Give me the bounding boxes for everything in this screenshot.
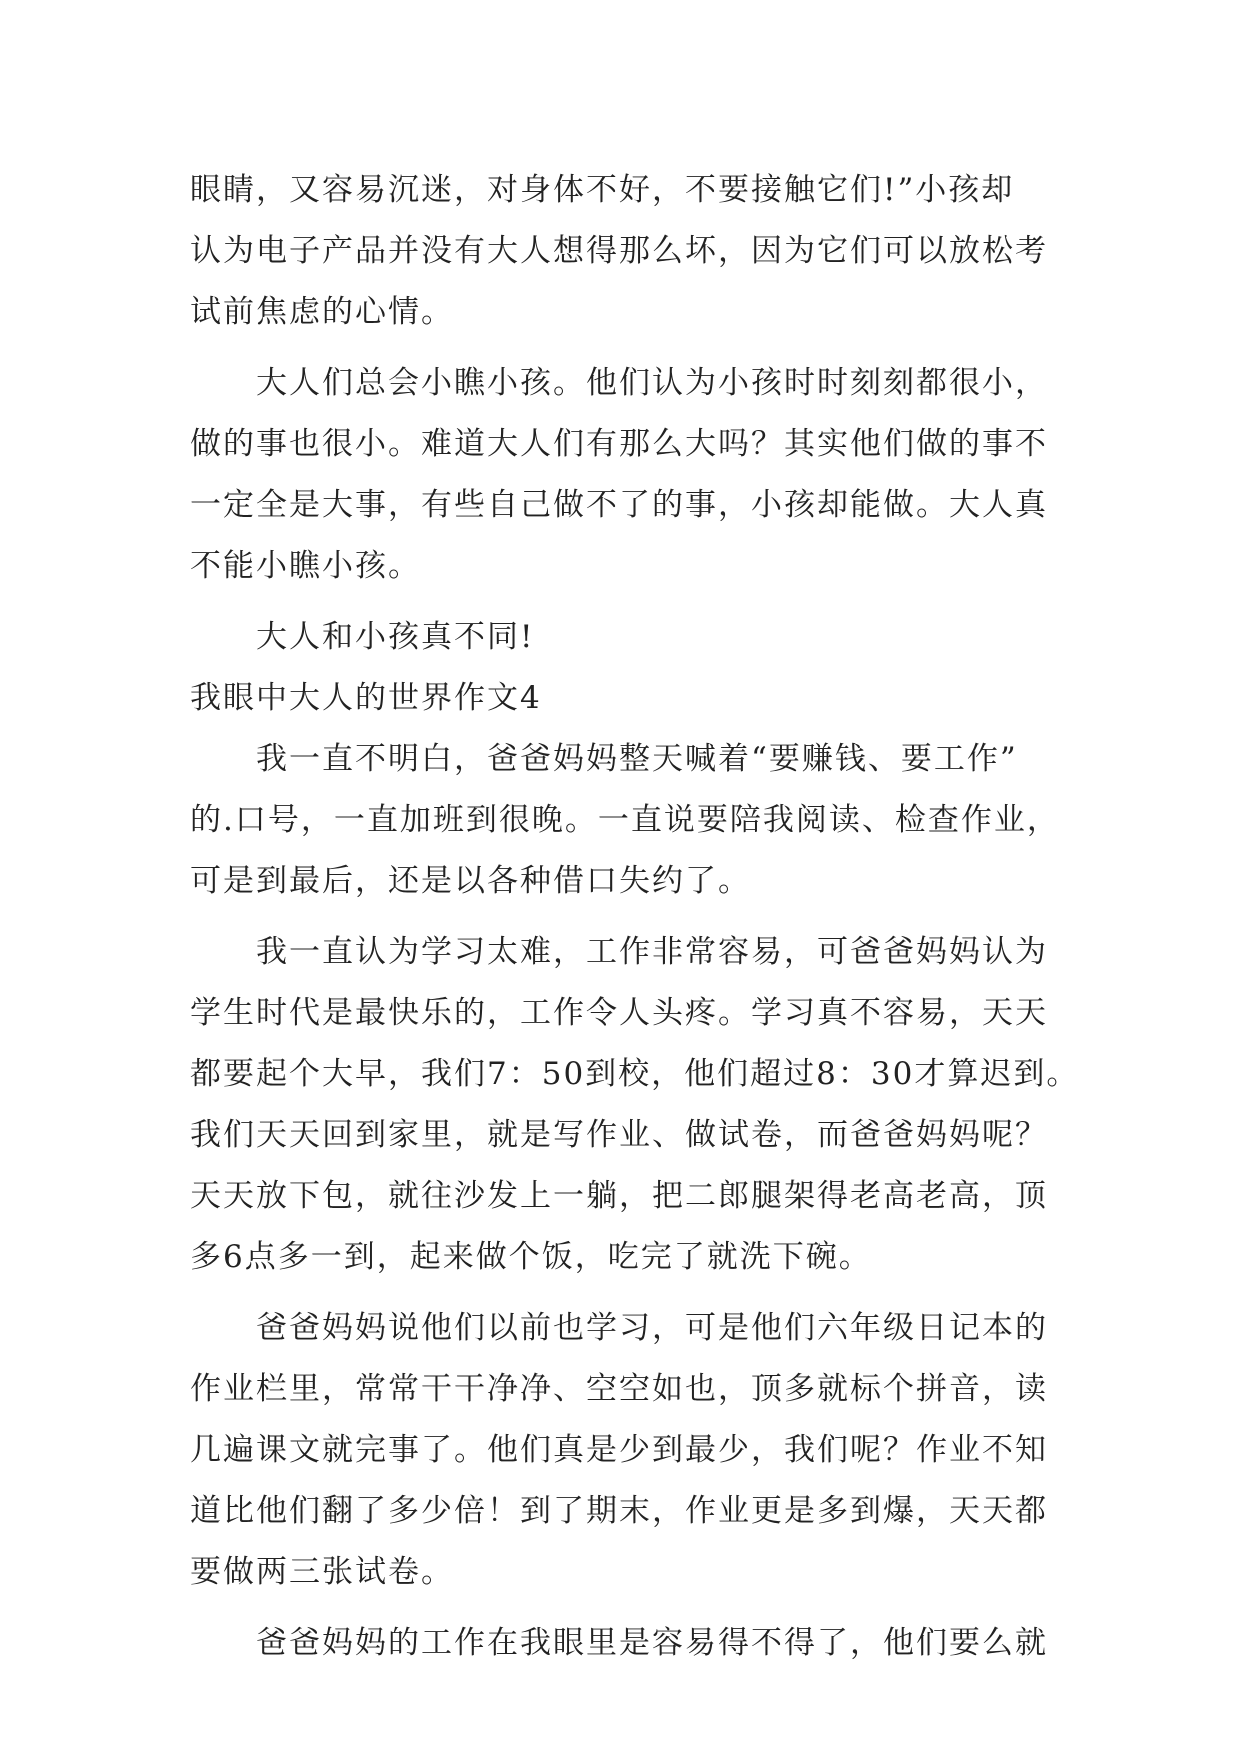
document-body xyxy=(190,160,1080,1674)
text-line: 多6点多一到，起来做个饭，吃完了就洗下碗。 xyxy=(190,1239,872,1275)
text-line: 的.口号，一直加班到很晚。一直说要陪我阅读、检查作业， xyxy=(190,802,1060,838)
paragraph xyxy=(190,1613,1048,1674)
text-line: 我们天天回到家里，就是写作业、做试卷，而爸爸妈妈呢？ xyxy=(190,1117,1048,1153)
text-line: 道比他们翻了多少倍！到了期末，作业更是多到爆，天天都 xyxy=(190,1493,1048,1529)
text-line: 爸爸妈妈说他们以前也学习，可是他们六年级日记本的 xyxy=(256,1310,1048,1346)
text-line: 大人和小孩真不同! xyxy=(256,619,535,655)
text-line: 学生时代是最快乐的，工作令人头疼。学习真不容易，天天 xyxy=(190,995,1048,1031)
section-heading: 我眼中大人的世界作文4 xyxy=(190,680,542,716)
paragraph xyxy=(190,353,1048,597)
text-line: 几遍课文就完事了。他们真是少到最少，我们呢？作业不知 xyxy=(190,1432,1048,1468)
text-line: 我一直认为学习太难，工作非常容易，可爸爸妈妈认为 xyxy=(256,934,1048,970)
paragraph xyxy=(190,160,1048,343)
text-line: 一定全是大事，有些自己做不了的事，小孩却能做。大人真 xyxy=(190,487,1048,523)
paragraph xyxy=(190,922,1080,1288)
text-line: 天天放下包，就往沙发上一躺，把二郎腿架得老高老高，顶 xyxy=(190,1178,1048,1214)
paragraph xyxy=(190,729,1060,912)
paragraph xyxy=(190,1298,1048,1603)
text-line: 试前焦虑的心情。 xyxy=(190,294,454,330)
text-line: 眼睛，又容易沉迷，对身体不好，不要接触它们!”小孩却 xyxy=(190,172,1015,208)
text-line: 做的事也很小。难道大人们有那么大吗？其实他们做的事不 xyxy=(190,426,1048,462)
text-line: 作业栏里，常常干干净净、空空如也，顶多就标个拼音，读 xyxy=(190,1371,1048,1407)
text-line: 大人们总会小瞧小孩。他们认为小孩时时刻刻都很小， xyxy=(256,365,1048,401)
text-line: 都要起个大早，我们7：50到校，他们超过8：30才算迟到。 xyxy=(190,1056,1080,1092)
text-line: 要做两三张试卷。 xyxy=(190,1554,454,1590)
text-line: 不能小瞧小孩。 xyxy=(190,548,421,584)
text-line: 可是到最后，还是以各种借口失约了。 xyxy=(190,863,751,899)
text-line: 爸爸妈妈的工作在我眼里是容易得不得了，他们要么就 xyxy=(256,1625,1048,1661)
text-line: 我一直不明白，爸爸妈妈整天喊着“要赚钱、要工作” xyxy=(256,741,1018,777)
paragraph xyxy=(190,607,1040,668)
text-line: 认为电子产品并没有大人想得那么坏，因为它们可以放松考 xyxy=(190,233,1048,269)
